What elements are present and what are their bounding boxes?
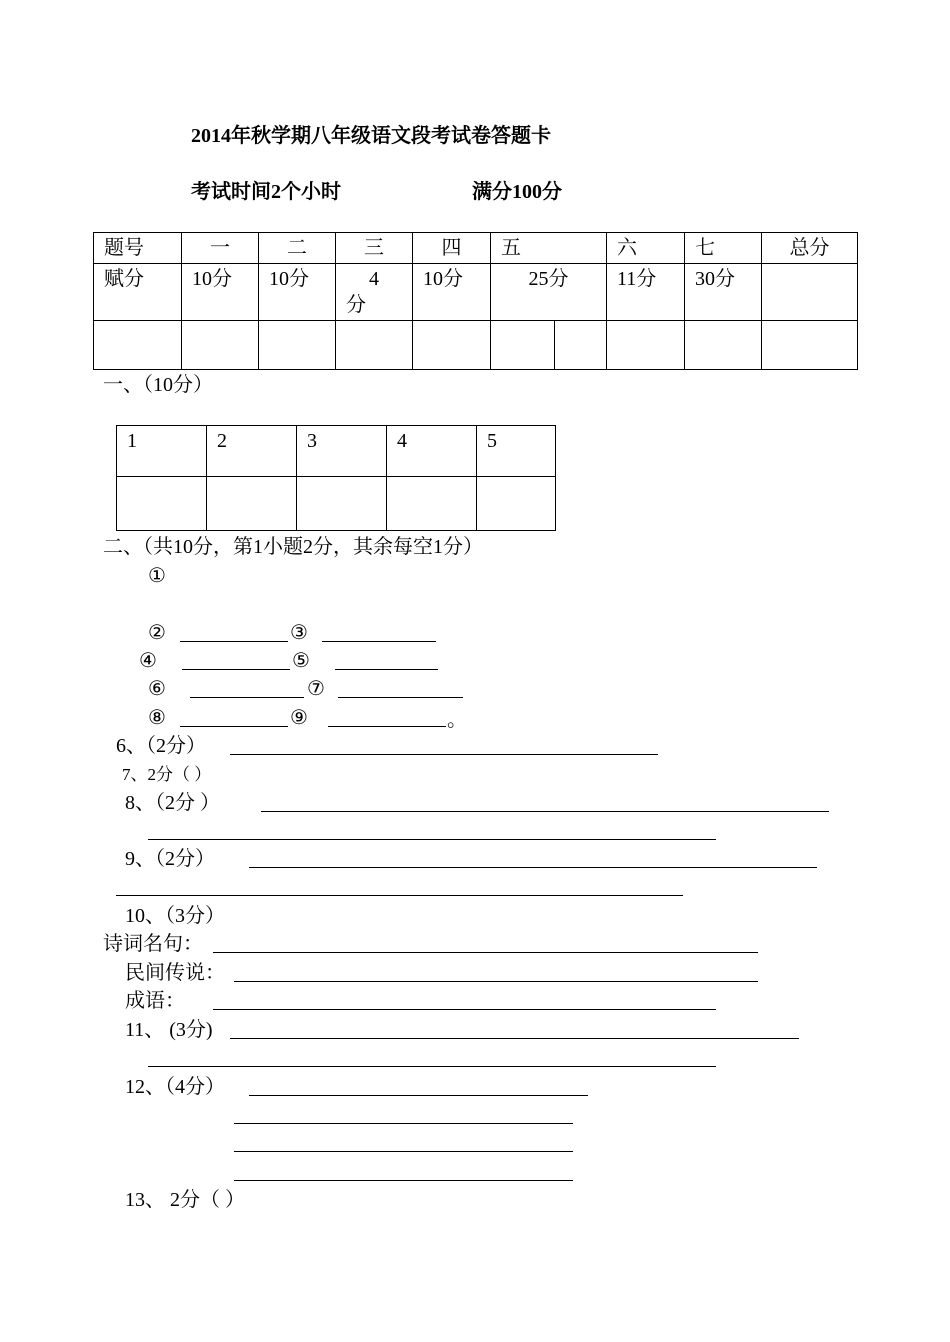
section1-answer-row [117,477,556,531]
end-mark: 。 [447,709,467,731]
question-number: 4 [387,426,477,477]
q7-label: 7、2分（ ） [122,765,212,784]
score-header-row [94,233,858,264]
section1-heading: 一、（10分） [103,374,213,396]
q9-answer-line-1[interactable] [249,867,817,868]
q9-answer-line-2[interactable] [116,895,683,896]
header-cell: 四 [413,233,491,264]
q11-answer-line-2[interactable] [148,1066,716,1067]
score-entry-cell[interactable] [182,321,259,370]
question-number: 1 [117,426,207,477]
score-entry-row [94,321,858,370]
points-cell: 25分 [491,264,607,321]
page-title: 2014年秋学期八年级语文段考试卷答题卡 [191,125,551,147]
points-cell: 赋分 [94,264,182,321]
q12-answer-line-3[interactable] [234,1151,573,1152]
q8-label: 8、（2分 ） [125,792,220,814]
blank-mark-9: ⑨ [290,707,308,729]
blank-mark-5: ⑤ [292,650,310,672]
score-points-row [94,264,858,321]
blank-mark-1: ① [148,565,166,587]
points-unit: 分 [346,294,366,316]
q12-answer-line-1[interactable] [249,1095,588,1096]
q10-idiom-line[interactable] [213,1009,716,1010]
answer-line-6[interactable] [190,697,304,698]
header-cell: 题号 [94,233,182,264]
score-entry-cell[interactable] [336,321,413,370]
question-number: 3 [297,426,387,477]
score-entry-cell[interactable] [491,321,555,370]
blank-mark-3: ③ [290,622,308,644]
q10-idiom-label: 成语： [125,990,185,1012]
points-cell [762,264,858,321]
q8-answer-line-1[interactable] [261,811,829,812]
q12-label: 12、（4分） [125,1076,225,1098]
q12-answer-line-4[interactable] [234,1180,573,1181]
q10-poetry-label: 诗词名句： [103,933,203,955]
answer-cell[interactable] [477,477,556,531]
header-cell: 二 [259,233,336,264]
points-cell: 11分 [607,264,685,321]
header-cell: 七 [685,233,762,264]
score-entry-cell[interactable] [94,321,182,370]
answer-line-9[interactable] [328,726,446,727]
points-cell: 10分 [182,264,259,321]
answer-line-4[interactable] [182,669,290,670]
blank-mark-2: ② [148,622,166,644]
answer-cell[interactable] [297,477,387,531]
points-cell [336,264,413,321]
blank-mark-4: ④ [139,650,157,672]
q12-answer-line-2[interactable] [234,1123,573,1124]
q13-label: 13、 2分（ ） [125,1189,245,1211]
answer-cell[interactable] [387,477,477,531]
question-number: 2 [207,426,297,477]
answer-line-7[interactable] [338,697,463,698]
q8-answer-line-2[interactable] [148,839,716,840]
q11-label: 11、 (3分) [125,1019,213,1041]
blank-mark-8: ⑧ [148,707,166,729]
section1-answer-table [116,425,556,531]
q6-label: 6、（2分） [116,735,206,757]
q10-legend-label: 民间传说： [125,962,225,984]
blank-mark-6: ⑥ [148,678,166,700]
q9-label: 9、（2分） [125,848,215,870]
answer-line-5[interactable] [335,669,438,670]
header-cell: 三 [336,233,413,264]
score-entry-cell[interactable] [607,321,685,370]
points-value: 4 [369,268,379,290]
score-entry-cell[interactable] [259,321,336,370]
section1-number-row [117,426,556,477]
score-entry-cell[interactable] [762,321,858,370]
points-cell: 10分 [259,264,336,321]
header-cell: 六 [607,233,685,264]
answer-line-3[interactable] [322,641,436,642]
header-cell: 总分 [762,233,858,264]
answer-cell[interactable] [117,477,207,531]
points-cell: 10分 [413,264,491,321]
answer-line-2[interactable] [180,641,288,642]
score-entry-cell[interactable] [413,321,491,370]
q10-poetry-line[interactable] [213,952,758,953]
answer-line-8[interactable] [180,726,288,727]
full-score: 满分100分 [472,181,562,203]
header-cell: 五 [491,233,607,264]
q6-answer-line[interactable] [230,754,658,755]
answer-cell[interactable] [207,477,297,531]
question-number: 5 [477,426,556,477]
section2-heading: 二、（共10分，第1小题2分，其余每空1分） [103,536,483,558]
q10-label: 10、（3分） [125,905,225,927]
q11-answer-line-1[interactable] [230,1038,799,1039]
score-entry-cell[interactable] [685,321,762,370]
score-table [93,232,858,370]
header-cell: 一 [182,233,259,264]
points-cell: 30分 [685,264,762,321]
q10-legend-line[interactable] [234,981,758,982]
score-entry-cell[interactable] [555,321,607,370]
blank-mark-7: ⑦ [307,678,325,700]
exam-time: 考试时间2个小时 [191,181,341,203]
